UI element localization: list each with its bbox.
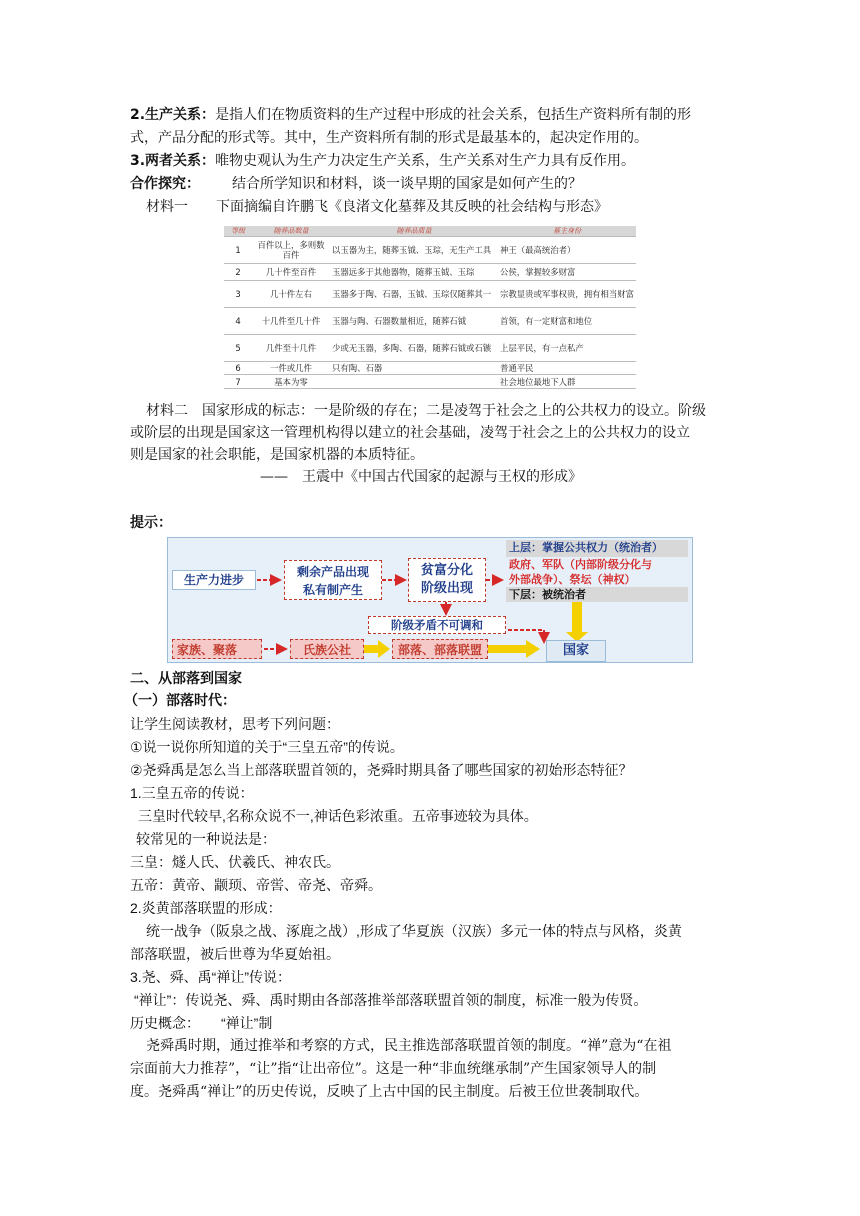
production-relations-line2: 式，产品分配的形式等。其中，生产资料所有制的形式是最基本的，起决定作用的。 [130,130,648,146]
production-relations-line1: 2.生产关系：是指人们在物质资料的生产过程中形成的社会关系，包括生产资料所有制的形 [130,107,692,123]
abdication-line3: 度。尧舜禹“禅让”的历史传说，反映了上古中国的民主制度。后被王位世袭制取代。 [130,1084,649,1100]
table-row: 1 百件以上，多则数百件 以玉器为主，随葬玉钺、玉琮，无生产工具 神王（最高统治者） [224,237,636,264]
material-two-line3: 则是国家的社会职能，是国家机器的本质特征。 [130,447,424,463]
node-state: 国家 [546,640,606,662]
material-two-source: —— 王震中《中国古代国家的起源与王权的形成》 [260,469,582,485]
legend-heading: 1.三皇五帝的传说： [130,785,254,801]
abdication-definition: “禅让”：传说尧、舜、禹时期由各部落推举部落联盟首领的制度，标准一般为传贤。 [134,992,648,1008]
state-formation-diagram [167,537,693,663]
table-header: 等级 随葬品数量 随葬品质量 墓主身份 [224,226,636,237]
government-military: 政府、军队（内部阶级分化与 外部战争）、祭坛（神权） [509,558,652,586]
relationship-line: 3.两者关系：唯物史观认为生产力决定生产关系，生产关系对生产力具有反作用。 [130,153,636,169]
node-family: 家族、聚落 [172,639,262,659]
material-two-line2: 或阶层的出现是国家这一管理机构得以建立的社会基础，凌驾于社会之上的公共权力的设立 [130,425,690,441]
table-row: 2 几十件至百件 玉器远多于其他器物，随葬玉钺、玉琮 公侯，掌握较多财富 [224,264,636,281]
material-one-title: 材料一 下面摘编自许鹏飞《良渚文化墓葬及其反映的社会结构与形态》 [146,199,608,215]
table-row: 7 基本为零 社会地位最地下人群 [224,375,636,389]
node-productivity: 生产力进步 [172,570,256,590]
node-clan: 氏族公社 [290,639,364,659]
three-sovereigns: 三皇：燧人氏、伏羲氏、神农氏。 [130,854,340,870]
legend-line2: 较常见的一种说法是： [136,831,276,847]
table-row: 4 十几件至几十件 玉器与陶、石器数量相近，随葬石钺 首领，有一定财富和地位 [224,308,636,335]
node-class: 贫富分化 阶级出现 [408,558,486,602]
cooperative-inquiry: 合作探究： 结合所学知识和材料，谈一谈早期的国家是如何产生的？ [130,176,582,192]
table-row: 5 几件至十几件 少或无玉器，多陶、石器，随葬石钺或石镞 上层平民，有一点私产 [224,335,636,362]
hint-label: 提示： [130,515,172,531]
yanhuang-line2: 部落联盟，被后世尊为华夏始祖。 [130,946,340,962]
material-two-line1: 材料二 国家形成的标志：一是阶级的存在；二是凌驾于社会之上的公共权力的设立。阶级 [146,403,706,419]
question-one: ①说一说你所知道的关于“三皇五帝”的传说。 [130,739,404,755]
history-concept: 历史概念： “禅让”制 [130,1015,273,1031]
burial-table [224,226,636,389]
five-emperors: 五帝：黄帝、颛顼、帝喾、帝尧、帝舜。 [130,877,382,893]
tribal-era-heading: （一）部落时代： [124,693,236,709]
node-surplus: 剩余产品出现 私有制产生 [284,560,382,600]
node-tribe: 部落、部落联盟 [392,639,488,659]
yanhuang-line1: 统一战争（阪泉之战、涿鹿之战）,形成了华夏族（汉族）多元一体的特点与风格，炎黄 [146,923,682,939]
section-two-heading: 二、从部落到国家 [130,671,242,687]
abdication-heading: 3.尧、舜、禹“禅让”传说： [130,969,291,985]
lower-class: 下层：被统治者 [506,587,688,602]
abdication-line1: 尧舜禹时期，通过推举和考察的方式，民主推选部落联盟首领的制度。“禅”意为“在祖 [146,1038,672,1054]
upper-class: 上层：掌握公共权力（统治者） [506,540,688,557]
table-row: 6 一件或几件 只有陶、石器 普通平民 [224,362,636,375]
table-row: 3 几十件左右 玉器多于陶、石器，玉钺、玉琮仅随葬其一 宗教显贵或军事权贵，拥有相当财富 [224,281,636,308]
yanhuang-heading: 2.炎黄部落联盟的形成： [130,900,282,916]
node-conflict: 阶级矛盾不可调和 [368,616,506,634]
question-two: ②尧舜禹是怎么当上部落联盟首领的，尧舜时期具备了哪些国家的初始形态特征？ [130,762,633,778]
question-intro: 让学生阅读教材，思考下列问题： [130,716,340,732]
legend-line1: 三皇时代较早,名称众说不一,神话色彩浓重。五帝事迹较为具体。 [138,808,538,824]
abdication-line2: 宗面前大力推荐”，“让”指“让出帝位”。这是一种“非血统继承制”产生国家领导人的制 [130,1061,657,1077]
